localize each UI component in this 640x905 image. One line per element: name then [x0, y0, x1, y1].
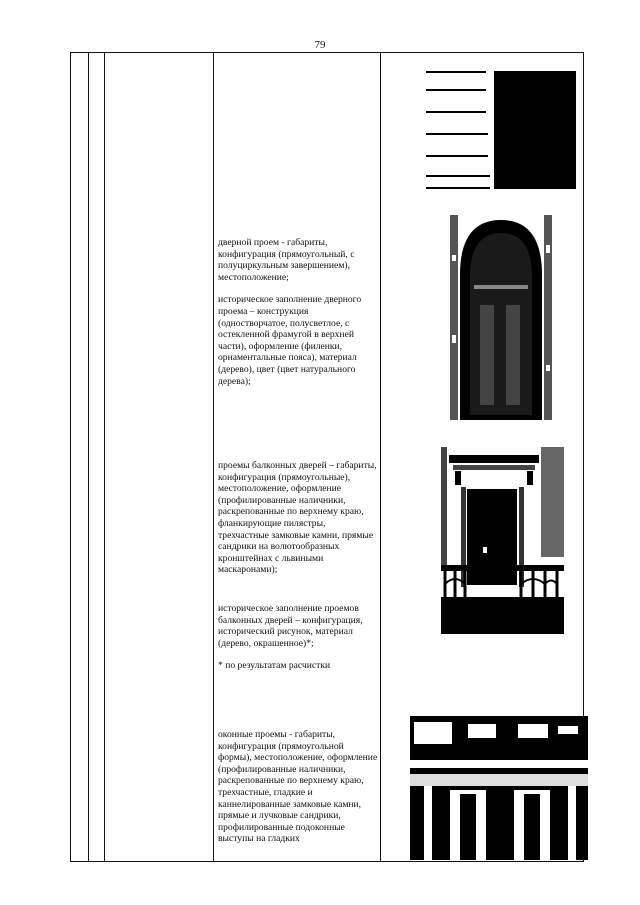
- window-facade-photo: [410, 716, 588, 860]
- balcony-openings-paragraph: проемы балконных дверей – габариты, конфигурация (прямоугольные), местоположение, оформление (профилированные наличники, раскрепованные по верхнему краю, фланкирующие пилястры, трехчастные замковые камни, прямые сандрики на волютообразных кронштейнах с львиными маскаронами);: [218, 460, 377, 576]
- balcony-door-photo: [441, 447, 564, 634]
- window-openings-paragraph: оконные проемы - габариты, конфигурация (прямоугольной формы), местоположение, оформление (профилированные наличники, раскрепованные по верхнему краю, трехчастные, гладкие и каннелированные замковые камни, прямые и лучковые сандрики, профилированные подоконные выступы на гладких: [218, 729, 378, 845]
- column-divider-1: [88, 52, 89, 862]
- door-opening-text: [218, 237, 378, 387]
- door-opening-paragraph: дверной проем - габариты, конфигурация (прямоугольный, с полуциркульным завершением), местоположение;: [218, 237, 355, 283]
- facade-rustication-photo: [424, 67, 577, 192]
- column-divider-4: [380, 52, 381, 862]
- door-fill-paragraph: историческое заполнение дверного проема – конструкция (одностворчатое, полусветлое, с остекленной фрамугой в верхней части), оформление (филенки, орнаментальные пояса), материал (дерево), цвет (цвет натурального дерева);: [218, 294, 362, 387]
- balcony-fill-paragraph: историческое заполнение проемов балконных дверей – конфигурация, исторический рисунок, материал (дерево, окрашенное)*;: [218, 602, 363, 649]
- cleaning-footnote: * по результатам расчистки: [218, 660, 331, 672]
- balcony-doors-text: [218, 460, 378, 672]
- window-openings-text: [218, 729, 378, 845]
- column-divider-2: [104, 52, 105, 862]
- column-divider-3: [213, 52, 214, 862]
- page-number: 79: [314, 39, 326, 51]
- arched-door-photo: [450, 215, 552, 420]
